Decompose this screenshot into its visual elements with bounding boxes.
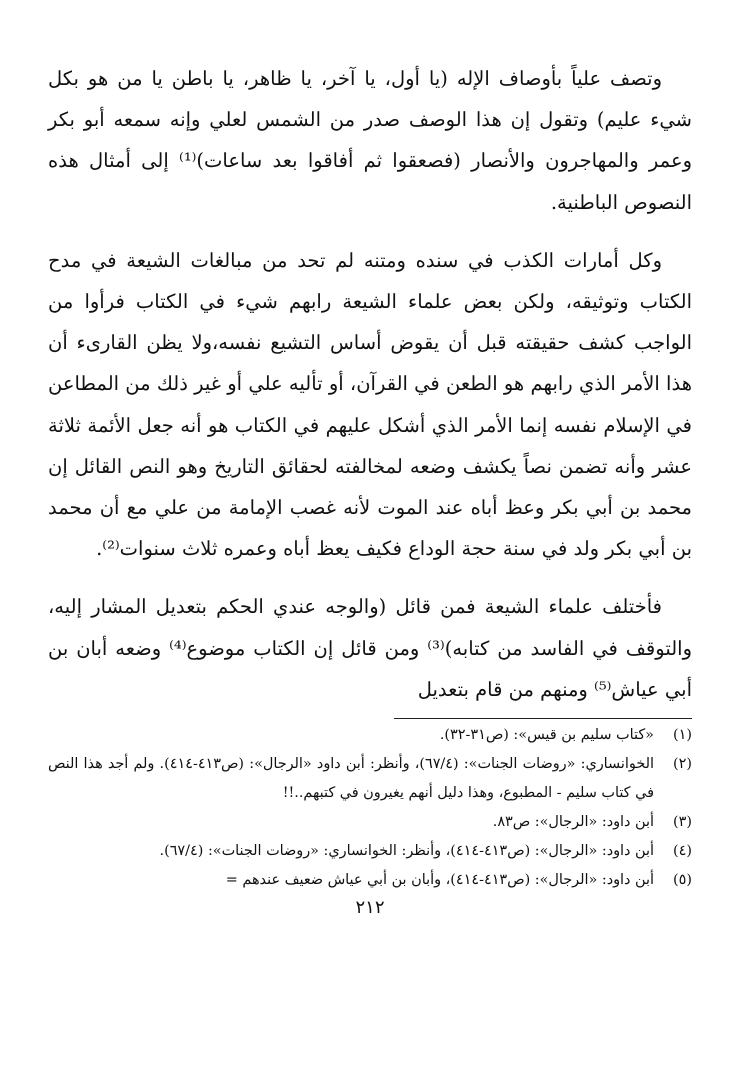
footnote-text: الخوانساري: «روضات الجنات»: (٦٧/٤)، وأنظر: أبن داود «الرجال»: (ص٤١٣-٤١٤). ولم أجد هذا النص في كتاب سليم - المطبوع، وهذا دليل أنهم يغيرون في كتبهم..!! [48,756,655,802]
footnote-number: (٣) [673,814,692,831]
paragraph: فأختلف علماء الشيعة فمن قائل (والوجه عندي الحكم بتعديل المشار إليه، والتوقف في الفاسد من كتابه)⁽³⁾ ومن قائل إن الكتاب موضوع⁽⁴⁾ وضعه أبان بن أبي عياش⁽⁵⁾ ومنهم من قام بتعديل [48,595,692,701]
footnote [48,837,692,866]
footnote [48,750,692,808]
footnote-number: (١) [673,727,692,744]
page-number: ٢١٢ [355,897,385,919]
footnote-number: (٤) [673,843,692,860]
main-text [48,58,692,710]
paragraph: وكل أمارات الكذب في سنده ومتنه لم تحد من مبالغات الشيعة في مدح الكتاب وتوثيقه، ولكن بعض علماء الشيعة رابهم شيء في الكتاب فرأوا من الواجب كشف حقيقته قبل أن يقوض أساس التشيع نفسه،ولا يظن القارىء أن هذا الأمر الذي رابهم هو الطعن في القرآن، أو تأليه علي أو غير ذلك من المطاعن في الإسلام نفسه إنما الأمر الذي أشكل عليهم في الكتاب هو أنه جعل الأئمة ثلاثة عشر وأنه تضمن نصاً يكشف وضعه لمخالفته لحقائق التاريخ وهو النص القائل إن محمد بن أبي بكر وعظ أباه عند الموت لأنه غصب الإمامة من علي مع أن محمد بن أبي بكر ولد في سنة حجة الوداع فكيف يعظ أباه وعمره ثلاث سنوات⁽²⁾. [48,248,692,561]
footnotes [48,721,692,895]
footnote-number: (٥) [673,872,692,889]
footnote-text: أبن داود: «الرجال»: (ص٤١٣-٤١٤)، وأبان بن أبي عياش ضعيف عندهم = [225,872,654,889]
footnote-separator [394,718,692,719]
footnote [48,808,692,837]
paragraph: وتصف علياً بأوصاف الإله (يا أول، يا آخر، يا ظاهر، يا باطن يا من هو بكل شيء عليم) وتقول إن هذا الوصف صدر من الشمس لعلي وإنه سمعه أبو بكر وعمر والمهاجرون والأنصار (فصعقوا ثم أفاقوا بعد ساعات)⁽¹⁾ إلى أمثال هذه النصوص الباطنية. [48,67,692,214]
footnote-text: أبن داود: «الرجال»: (ص٤١٣-٤١٤)، وأنظر: الخوانساري: «روضات الجنات»: (٦٧/٤). [159,843,654,860]
footnote-number: (٢) [673,756,692,773]
footnote [48,721,692,750]
footnote [48,866,692,895]
footnote-text: أبن داود: «الرجال»: ص٨٣. [492,814,654,831]
footnote-text: «كتاب سليم بن قيس»: (ص٣١-٣٢). [439,727,654,744]
